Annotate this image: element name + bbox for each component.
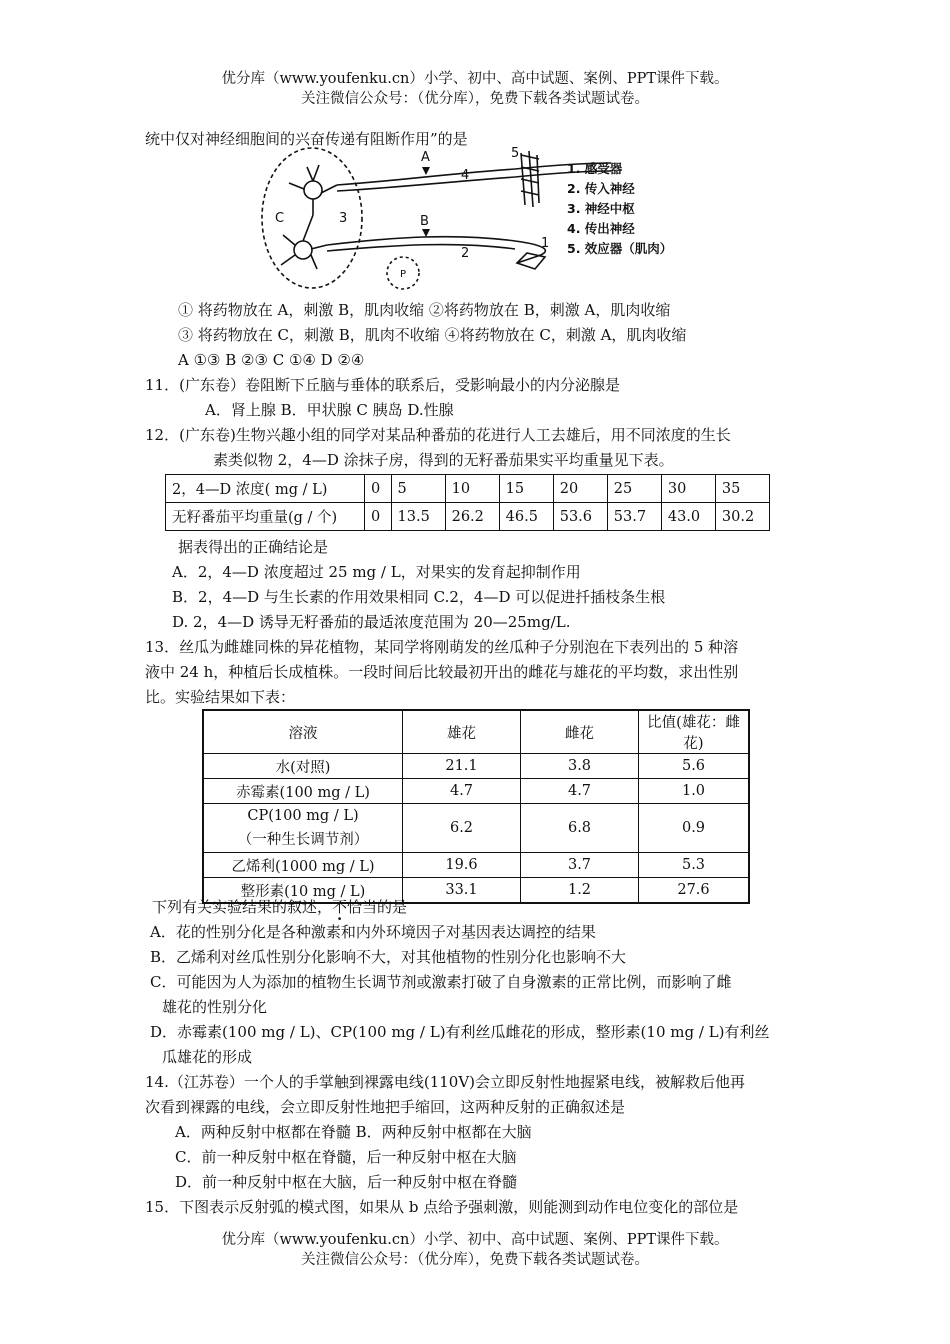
fig-label-3: 3 — [339, 211, 348, 226]
reflex-arc-figure — [255, 145, 715, 295]
q12-prompt: 据表得出的正确结论是 — [178, 538, 329, 556]
q10-option-line-3: A ①③ B ②③ C ①④ D ②④ — [178, 351, 365, 369]
table-row — [203, 754, 749, 779]
table-cell: 0.9 — [639, 804, 750, 853]
table-cell: 乙烯利(1000 mg / L) — [203, 853, 403, 878]
q13-option-c-cont: 雄花的性别分化 — [162, 998, 268, 1016]
fig-label-b: B — [420, 214, 429, 229]
table-row — [166, 475, 770, 503]
q13-stem-3: 比。实验结果如下表： — [145, 688, 296, 706]
table-cell: 26.2 — [445, 503, 499, 531]
table-row — [203, 779, 749, 804]
table-cell: 53.7 — [607, 503, 661, 531]
q12-stem-2: 素类似物 2，4—D 涂抹子房，得到的无籽番茄果实平均重量见下表。 — [213, 451, 674, 469]
q13-option-b: B．乙烯利对丝瓜性别分化影响不大，对其他植物的性别分化也影响不大 — [150, 948, 627, 966]
table-cell: 0 — [365, 475, 392, 503]
q14-stem-2: 次看到裸露的电线，会立即反射性地把手缩回，这两种反射的正确叙述是 — [145, 1098, 626, 1116]
table-cell: 30.2 — [715, 503, 769, 531]
table-cell: 6.2 — [403, 804, 521, 853]
legend-item-2: 2. 传入神经 — [567, 181, 635, 196]
q12-option-bc: B．2，4—D 与生长素的作用效果相同 C.2，4—D 可以促进扦插枝条生根 — [172, 588, 666, 606]
table-cell: 25 — [607, 475, 661, 503]
q13-data-table — [202, 709, 750, 904]
table-cell: 4.7 — [403, 779, 521, 804]
table-cell: 13.5 — [391, 503, 445, 531]
cp-solution-note: （一种生长调节剂） — [237, 832, 369, 848]
table-cell: 46.5 — [499, 503, 553, 531]
q14-option-d: D．前一种反射中枢在大脑，后一种反射中枢在脊髓 — [175, 1173, 518, 1191]
svg-text:P: P — [399, 269, 407, 280]
table-cell: 1.2 — [521, 878, 639, 904]
table-cell: 27.6 — [639, 878, 750, 904]
table-row — [203, 804, 749, 853]
fig-label-2: 2 — [461, 246, 470, 261]
footer-line-2: 关注微信公众号：（优分库），免费下载各类试题试卷。 — [301, 1252, 649, 1268]
table-cell: 赤霉素(100 mg / L) — [203, 779, 403, 804]
emphasis-not: 不 — [332, 898, 348, 916]
table-cell — [203, 804, 403, 853]
table-cell: 6.8 — [521, 804, 639, 853]
legend-item-1: 1. 感受器 — [567, 161, 623, 176]
table-cell: 43.0 — [661, 503, 715, 531]
q14-option-ab: A．两种反射中枢都在脊髓 B．两种反射中枢都在大脑 — [175, 1123, 532, 1141]
q12-stem-1: 12．(广东卷)生物兴趣小组的同学对某品种番茄的花进行人工去雄后，用不同浓度的生长 — [145, 426, 731, 444]
header-line-2: 关注微信公众号：（优分库），免费下载各类试题试卷。 — [301, 91, 649, 107]
q10-option-line-2: ③ 将药物放在 C，刺激 B，肌肉不收缩 ④将药物放在 C，刺激 A，肌肉收缩 — [178, 326, 687, 344]
table-header-row — [203, 710, 749, 754]
table-cell: 水(对照) — [203, 754, 403, 779]
table-cell: 4.7 — [521, 779, 639, 804]
q13-stem-2: 液中 24 h，种植后长成植株。一段时间后比较最初开出的雌花与雄花的平均数，求出性别 — [145, 663, 739, 681]
table-row — [166, 503, 770, 531]
table-cell: 3.8 — [521, 754, 639, 779]
table-header: 溶液 — [203, 710, 403, 754]
fig-label-1: 1 — [541, 236, 550, 251]
table-header: 比值(雄花：雌花) — [639, 710, 750, 754]
table-cell: 2，4—D 浓度( mg / L) — [166, 475, 365, 503]
q10-option-line-1: ① 将药物放在 A，刺激 B，肌肉收缩 ②将药物放在 B，刺激 A，肌肉收缩 — [178, 301, 671, 319]
table-cell: 0 — [365, 503, 392, 531]
q13-stem-1: 13．丝瓜为雌雄同株的异花植物，某同学将刚萌发的丝瓜种子分别泡在下表列出的 5 种溶 — [145, 638, 739, 656]
table-cell: 33.1 — [403, 878, 521, 904]
q12-option-d: D. 2，4—D 诱导无籽番茄的最适浓度范围为 20—25mg/L. — [172, 613, 571, 631]
table-cell: 整形素(10 mg / L) — [203, 878, 403, 904]
q13-option-c: C．可能因为人为添加的植物生长调节剂或激素打破了自身激素的正常比例，而影响了雌 — [150, 973, 732, 991]
q12-data-table — [165, 474, 770, 531]
q14-option-c: C．前一种反射中枢在脊髓，后一种反射中枢在大脑 — [175, 1148, 517, 1166]
q13-prompt: 下列有关实验结果的叙述，不恰当的是 — [152, 898, 408, 916]
table-cell: 15 — [499, 475, 553, 503]
table-cell: 5.3 — [639, 853, 750, 878]
table-cell: 10 — [445, 475, 499, 503]
q13-option-d: D．赤霉素(100 mg / L)、CP(100 mg / L)有利丝瓜雌花的形成，整形素(10 mg / L)有利丝 — [150, 1023, 770, 1041]
q13-option-a: A．花的性别分化是各种激素和内外环境因子对基因表达调控的结果 — [150, 923, 596, 941]
q12-option-a: A．2，4—D 浓度超过 25 mg / L，对果实的发育起抑制作用 — [172, 563, 581, 581]
table-row — [203, 853, 749, 878]
fig-label-5: 5 — [511, 146, 520, 161]
fig-label-4: 4 — [461, 168, 470, 183]
table-cell: 19.6 — [403, 853, 521, 878]
table-cell: 3.7 — [521, 853, 639, 878]
q13-option-d-cont: 瓜雄花的形成 — [162, 1048, 253, 1066]
table-cell: 20 — [553, 475, 607, 503]
legend-item-4: 4. 传出神经 — [567, 221, 635, 236]
table-cell: 5 — [391, 475, 445, 503]
q10-stem: 统中仅对神经细胞间的兴奋传递有阻断作用”的是 — [145, 130, 468, 148]
legend-item-5: 5. 效应器（肌肉） — [567, 241, 673, 256]
fig-label-a: A — [421, 150, 430, 165]
table-cell: 无籽番茄平均重量(g / 个) — [166, 503, 365, 531]
q11-stem: 11．(广东卷）卷阻断下丘脑与垂体的联系后，受影响最小的内分泌腺是 — [145, 376, 620, 394]
table-header: 雄花 — [403, 710, 521, 754]
table-cell: 21.1 — [403, 754, 521, 779]
table-cell: 30 — [661, 475, 715, 503]
table-cell: 5.6 — [639, 754, 750, 779]
table-cell: 35 — [715, 475, 769, 503]
fig-label-c: C — [275, 211, 285, 226]
footer-line-1: 优分库（www.youfenku.cn）小学、初中、高中试题、案例、PPT课件下载。 — [221, 1232, 729, 1248]
table-cell: 53.6 — [553, 503, 607, 531]
table-cell: 1.0 — [639, 779, 750, 804]
table-header: 雌花 — [521, 710, 639, 754]
legend-item-3: 3. 神经中枢 — [567, 201, 635, 216]
header-line-1: 优分库（www.youfenku.cn）小学、初中、高中试题、案例、PPT课件下载。 — [221, 71, 729, 87]
cp-solution-name: CP(100 mg / L) — [247, 808, 359, 824]
q11-options: A．肾上腺 B．甲状腺 C 胰岛 D.性腺 — [205, 401, 454, 419]
q15-stem: 15．下图表示反射弧的模式图，如果从 b 点给予强刺激，则能测到动作电位变化的部位是 — [145, 1198, 739, 1216]
q14-stem-1: 14.（江苏卷）一个人的手掌触到裸露电线(110V)会立即反射性地握紧电线，被解救后他再 — [145, 1073, 746, 1091]
